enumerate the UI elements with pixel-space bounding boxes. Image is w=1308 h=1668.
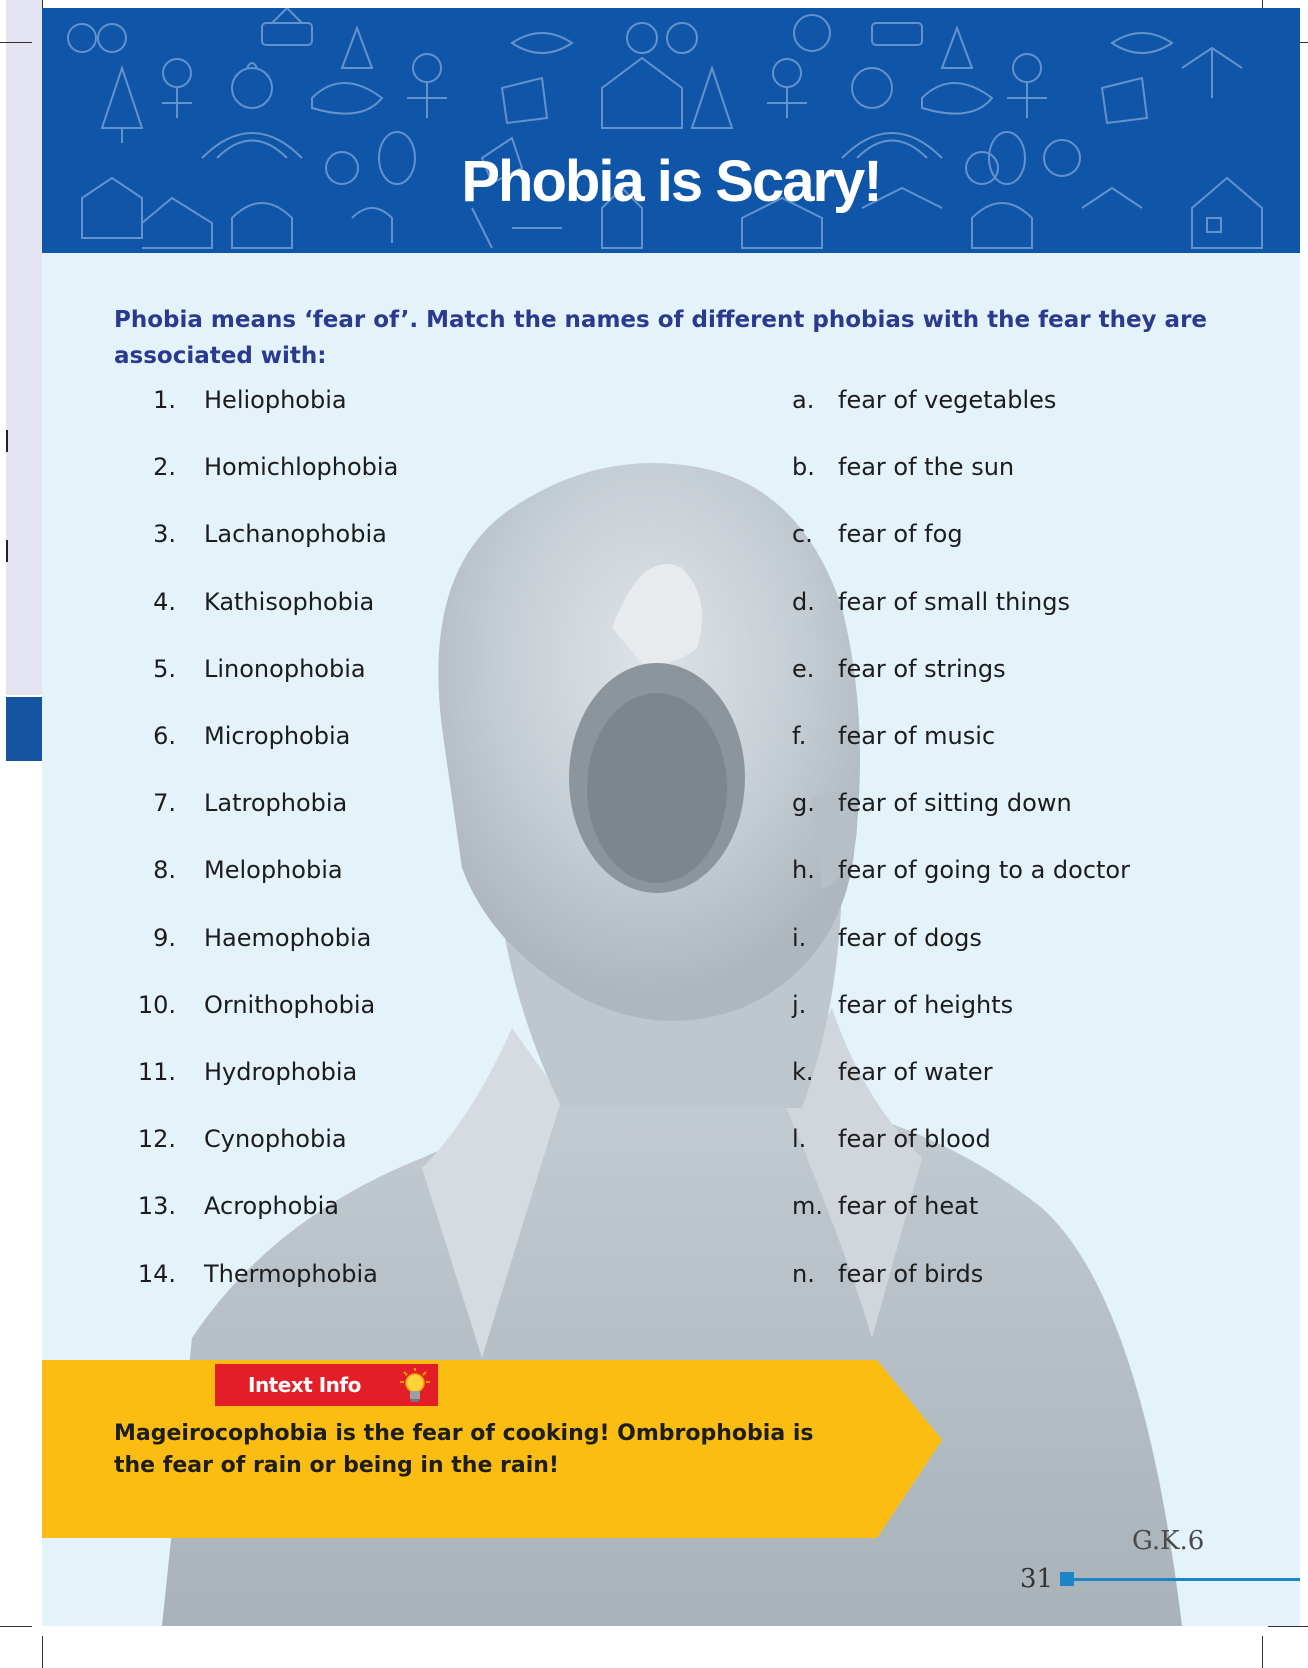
fear-text: fear of heat — [838, 1192, 979, 1221]
fear-text: fear of dogs — [838, 923, 982, 952]
fear-text: fear of heights — [838, 990, 1014, 1019]
fear-text: fear of small things — [838, 587, 1070, 616]
phobia-name: Homichlophobia — [204, 453, 399, 482]
phobia-name: Hydrophobia — [204, 1058, 358, 1086]
margin-tick — [6, 430, 8, 452]
fear-letter: c. — [792, 520, 813, 549]
fear-letter: j. — [792, 990, 807, 1019]
fear-letter: i. — [792, 923, 807, 952]
fear-text: fear of blood — [838, 1125, 991, 1154]
phobia-number: 1. — [153, 386, 176, 414]
fear-letter: b. — [792, 453, 815, 482]
doodle-pattern-icon — [42, 8, 1300, 253]
phobia-name: Lachanophobia — [204, 520, 387, 549]
phobia-name: Melophobia — [204, 856, 343, 885]
worksheet-page — [42, 8, 1300, 1626]
crop-mark — [1262, 1636, 1263, 1668]
phobia-number: 9. — [153, 923, 176, 952]
crop-mark — [0, 1626, 32, 1627]
fear-letter: l. — [792, 1125, 807, 1154]
phobia-number: 7. — [153, 789, 176, 818]
phobia-name: Cynophobia — [204, 1125, 347, 1154]
phobia-name: Latrophobia — [204, 789, 348, 818]
fear-text: fear of music — [838, 722, 996, 750]
phobia-number: 3. — [153, 520, 176, 549]
fear-letter: e. — [792, 654, 815, 683]
book-label: G.K.6 — [1132, 1526, 1205, 1556]
phobia-number: 2. — [153, 453, 176, 482]
phobia-name: Haemophobia — [204, 923, 372, 952]
phobia-name: Acrophobia — [204, 1192, 339, 1221]
intext-info-text: Mageirocophobia is the fear of cooking! Ombrophobia is the fear of rain or being in the rain! — [114, 1421, 814, 1478]
phobia-number: 13. — [137, 1192, 176, 1221]
fear-text: fear of fog — [838, 520, 963, 549]
fear-letter: g. — [792, 789, 815, 818]
phobia-name: Ornithophobia — [204, 990, 376, 1019]
footer-rule — [1074, 1578, 1300, 1581]
intext-info-tag: Intext Info — [215, 1364, 438, 1406]
page-title: Phobia is Scary! — [461, 149, 881, 214]
fear-text: fear of vegetables — [838, 386, 1057, 414]
fear-text: fear of sitting down — [838, 789, 1072, 818]
fear-text: fear of strings — [838, 654, 1006, 683]
page-number: 31 — [1020, 1564, 1054, 1594]
page-marker — [1060, 1572, 1074, 1586]
fear-letter: f. — [792, 722, 807, 750]
margin-tab — [6, 697, 42, 761]
lightbulb-icon — [398, 1368, 432, 1406]
phobia-number: 6. — [153, 722, 176, 750]
phobia-number: 12. — [137, 1125, 176, 1154]
crop-mark — [0, 42, 32, 43]
phobia-name: Thermophobia — [204, 1259, 378, 1288]
fear-letter: m. — [792, 1192, 824, 1221]
phobia-number: 14. — [137, 1259, 176, 1288]
fear-text: fear of water — [838, 1058, 993, 1086]
phobia-name: Linonophobia — [204, 654, 366, 683]
fear-letter: h. — [792, 856, 815, 885]
instructions-text: Phobia means ‘fear of’. Match the names of different phobias with the fear they are associated with: — [114, 307, 1208, 369]
phobia-number: 10. — [137, 990, 176, 1019]
phobia-name: Heliophobia — [204, 386, 347, 414]
phobia-number: 5. — [153, 654, 176, 683]
phobia-number: 8. — [153, 856, 176, 885]
phobia-name: Microphobia — [204, 722, 351, 750]
crop-mark — [42, 1636, 43, 1668]
fear-text: fear of going to a doctor — [838, 856, 1130, 885]
fear-letter: d. — [792, 587, 815, 616]
fear-text: fear of the sun — [838, 453, 1015, 482]
crop-mark — [1268, 1626, 1308, 1627]
fear-letter: k. — [792, 1058, 814, 1086]
phobia-number: 11. — [137, 1058, 176, 1086]
fear-letter: a. — [792, 386, 815, 414]
header-banner — [42, 8, 1300, 253]
margin-tick — [6, 540, 8, 562]
phobia-number: 4. — [153, 587, 176, 616]
fear-text: fear of birds — [838, 1259, 984, 1288]
phobia-name: Kathisophobia — [204, 587, 375, 616]
margin-strip — [6, 0, 42, 695]
fear-letter: n. — [792, 1259, 815, 1288]
